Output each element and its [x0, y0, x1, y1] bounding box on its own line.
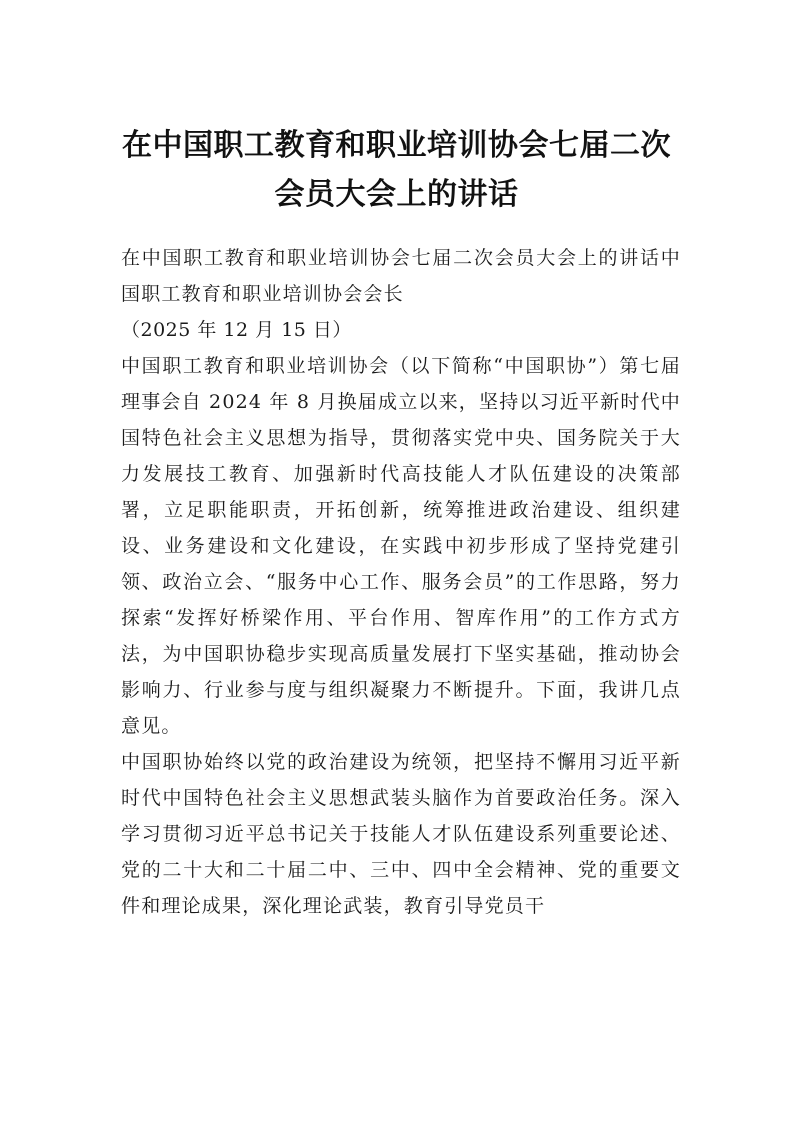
- document-title-line-1: 在中国职工教育和职业培训协会七届二次: [122, 128, 671, 163]
- paragraph-1: 中国职工教育和职业培训协会（以下简称“中国职协”）第七届理事会自 2024 年 8 月换届成立以来，坚持以习近平新时代中国特色社会主义思想为指导，贯彻落实党中央、国务院关于大力发展技工教育、加强新时代高技能人才队伍建设的决策部署，立足职能职责，开拓创新，统筹推进政治建设、组织建设、业务建设和文化建设，在实践中初步形成了坚持党建引领、政治立会、“服务中心工作、服务会员”的工作思路，努力探索“发挥好桥梁作用、平台作用、智库作用”的工作方式方法，为中国职协稳步实现高质量发展打下坚实基础，推动协会影响力、行业参与度与组织凝聚力不断提升。下面，我讲几点意见。: [121, 355, 682, 737]
- document-title-line-2: 会员大会上的讲话: [274, 177, 519, 212]
- paragraph-date: （2025 年 12 月 15 日）: [121, 319, 352, 341]
- document-body: [121, 240, 681, 924]
- paragraph-2: 中国职协始终以党的政治建设为统领，把坚持不懈用习近平新时代中国特色社会主义思想武装头脑作为首要政治任务。深入学习贯彻习近平总书记关于技能人才队伍建设系列重要论述、党的二十大和二十届二中、三中、四中全会精神、党的重要文件和理论成果，深化理论武装，教育引导党员干: [121, 751, 681, 917]
- paragraph-intro: 在中国职工教育和职业培训协会七届二次会员大会上的讲话中国职工教育和职业培训协会会长: [121, 247, 681, 305]
